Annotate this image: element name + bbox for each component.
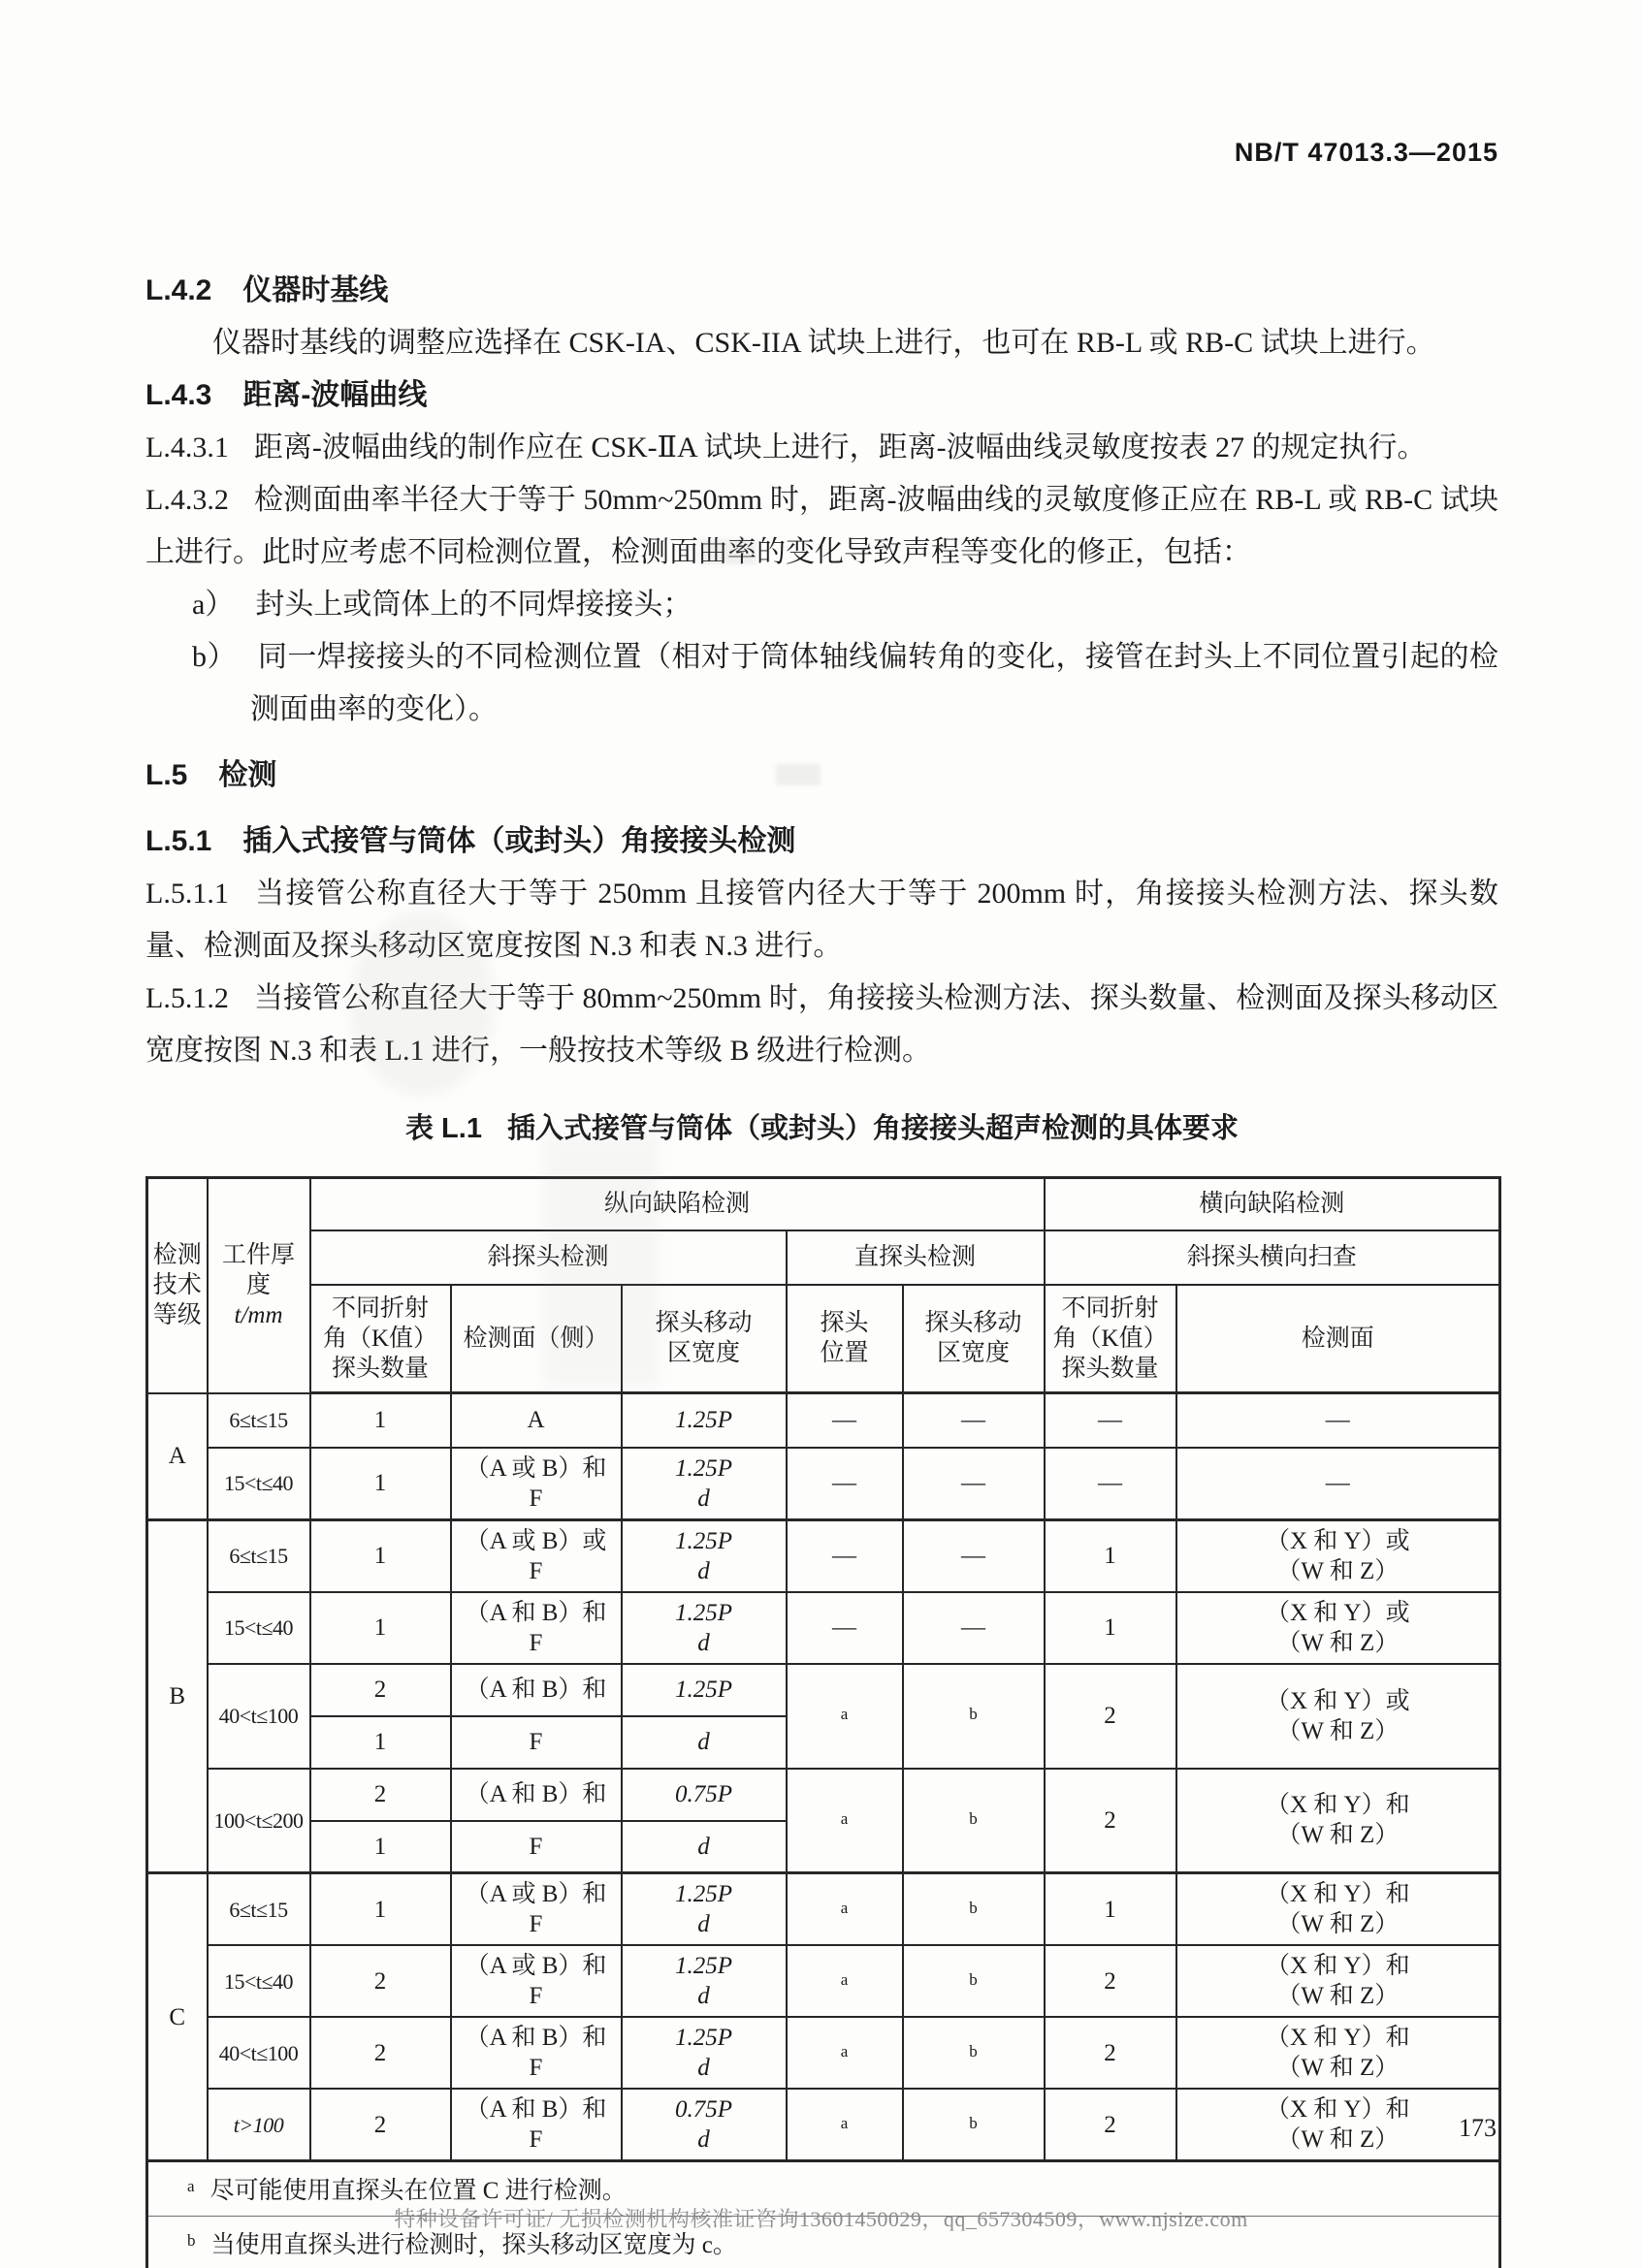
table-row xyxy=(147,1873,1500,1946)
cell-move-width xyxy=(622,1945,787,2017)
cell-transverse-face: — xyxy=(1176,1393,1500,1448)
cell-probe-position xyxy=(787,1945,903,2017)
header-line: t/mm xyxy=(234,1302,283,1329)
cell-thickness: 40<t≤100 xyxy=(208,2017,310,2089)
table-row xyxy=(147,1519,1500,1592)
cell-move-width: 0.75P xyxy=(622,1769,787,1821)
cell-move-width xyxy=(622,2017,787,2089)
header-line: 探头移动 xyxy=(924,1310,1022,1337)
cell-line: 1.25P xyxy=(674,1881,733,1907)
cell-move-width xyxy=(622,1592,787,1664)
cell-line: d xyxy=(697,1485,710,1512)
clause-title: 仪器时基线 xyxy=(242,274,389,306)
cell-line: F xyxy=(529,2055,543,2081)
header-line: 探头移动 xyxy=(655,1310,753,1337)
col-header-straight-probe: 直探头检测 xyxy=(787,1230,1045,1285)
cell-line: 1.25P xyxy=(674,2025,733,2051)
table-number: 表 L.1 xyxy=(405,1113,482,1144)
col-header-longitudinal: 纵向缺陷检测 xyxy=(310,1178,1045,1230)
cell-thickness: 6≤t≤15 xyxy=(208,1519,310,1592)
cell-probe-position: — xyxy=(787,1448,903,1520)
cell-transverse-face xyxy=(1176,1769,1500,1873)
cell-test-face: （A 和 B）和 xyxy=(451,1664,622,1716)
table-row xyxy=(147,1769,1500,1821)
cell-line: （W 和 Z） xyxy=(1276,2126,1400,2153)
cell-probe-count: 2 xyxy=(310,2089,451,2161)
cell-line: （X 和 Y）或 xyxy=(1266,1527,1410,1554)
header-line: 工件厚度 xyxy=(221,1242,295,1299)
cell-transverse-face xyxy=(1176,1945,1500,2017)
col-header-transverse: 横向缺陷检测 xyxy=(1045,1178,1500,1230)
footnote-ref-a: a xyxy=(840,2113,849,2132)
cell-line: d xyxy=(697,1629,710,1656)
cell-test-face: F xyxy=(451,1821,622,1873)
cell-straight-move-width: — xyxy=(903,1592,1045,1664)
header-line: 区宽度 xyxy=(937,1340,1011,1367)
cell-move-width: d xyxy=(622,1821,787,1873)
header-line: 探头数量 xyxy=(1061,1355,1159,1382)
cell-transverse-face xyxy=(1176,1873,1500,1946)
cell-probe-position: — xyxy=(787,1393,903,1448)
cell-line: （X 和 Y）和 xyxy=(1266,1881,1410,1907)
footnote-mark-b: b xyxy=(187,2231,196,2250)
clause-text: 当接管公称直径大于等于 80mm~250mm 时，角接接头检测方法、探头数量、检测面及探头移动区宽度按图 N.3 和表 L.1 进行，一般按技术等级 B 级进行检测。 xyxy=(145,982,1498,1067)
cell-probe-position xyxy=(787,1664,903,1769)
cell-transverse-count: — xyxy=(1045,1393,1176,1448)
cell-move-width: d xyxy=(622,1716,787,1769)
cell-move-width xyxy=(622,1873,787,1946)
footnote-text-a: 尽可能使用直探头在位置 C 进行检测。 xyxy=(209,2178,627,2204)
cell-straight-move-width xyxy=(903,2089,1045,2161)
clause-title: 检测 xyxy=(218,759,277,791)
col-header-transverse-k-count xyxy=(1045,1285,1176,1393)
header-line: 探头 xyxy=(820,1310,869,1337)
cell-line: （A 和 B）和 xyxy=(465,1599,607,1626)
cell-probe-position xyxy=(787,1873,903,1946)
cell-straight-move-width xyxy=(903,1873,1045,1946)
cell-line: （W 和 Z） xyxy=(1276,1717,1400,1744)
cell-line: （W 和 Z） xyxy=(1276,1822,1400,1849)
paragraph-l511 xyxy=(145,868,1498,973)
cell-probe-position: — xyxy=(787,1519,903,1592)
cell-line: （A 和 B）和 xyxy=(465,2025,607,2051)
cell-probe-count: 2 xyxy=(310,1769,451,1821)
cell-line: d xyxy=(697,2055,710,2081)
cell-line: 0.75P xyxy=(674,2096,733,2123)
cell-move-width xyxy=(622,2089,787,2161)
cell-transverse-count: 2 xyxy=(1045,1664,1176,1769)
cell-move-width xyxy=(622,1519,787,1592)
header-line: 区宽度 xyxy=(666,1340,740,1367)
cell-transverse-face xyxy=(1176,1519,1500,1592)
body-text xyxy=(145,265,1498,2268)
cell-line: 1.25P xyxy=(674,1454,733,1482)
cell-line: （X 和 Y）和 xyxy=(1266,1953,1410,1979)
cell-test-face xyxy=(451,2089,622,2161)
clause-number: L.5 xyxy=(145,759,188,791)
list-item-b xyxy=(145,631,1498,736)
header-line: 角（K值） xyxy=(322,1325,438,1352)
cell-line: F xyxy=(529,1629,543,1656)
cell-line: （X 和 Y）和 xyxy=(1266,1792,1410,1819)
col-header-probe-position xyxy=(787,1285,903,1393)
cell-probe-count: 1 xyxy=(310,1716,451,1769)
page-number: 173 xyxy=(1459,2114,1497,2142)
cell-straight-move-width: — xyxy=(903,1519,1045,1592)
cell-thickness: 15<t≤40 xyxy=(208,1592,310,1664)
cell-line: （A 或 B）或 xyxy=(465,1527,607,1554)
cell-probe-count: 1 xyxy=(310,1592,451,1664)
cell-tech-level: C xyxy=(147,1873,208,2161)
col-header-move-width xyxy=(622,1285,787,1393)
cell-line: 1.25P xyxy=(674,1953,733,1979)
table-row xyxy=(147,2089,1500,2161)
cell-transverse-count: — xyxy=(1045,1448,1176,1520)
table-l1 xyxy=(145,1176,1501,2268)
cell-line: （W 和 Z） xyxy=(1276,1629,1400,1656)
cell-move-width xyxy=(622,1448,787,1520)
cell-line: （A 和 B）和 xyxy=(465,2096,607,2123)
clause-text: 当接管公称直径大于等于 250mm 且接管内径大于等于 200mm 时，角接接头检测方法、探头数量、检测面及探头移动区宽度按图 N.3 和表 N.3 进行。 xyxy=(145,878,1498,962)
cell-line: F xyxy=(529,1983,543,2009)
cell-thickness: 15<t≤40 xyxy=(208,1448,310,1520)
cell-test-face xyxy=(451,1945,622,2017)
cell-probe-count: 1 xyxy=(310,1873,451,1946)
cell-transverse-count: 2 xyxy=(1045,1945,1176,2017)
header-line: 不同折射 xyxy=(331,1294,429,1322)
cell-probe-count: 1 xyxy=(310,1821,451,1873)
cell-probe-position xyxy=(787,1769,903,1873)
cell-line: （X 和 Y）或 xyxy=(1266,1687,1410,1714)
footnote-mark-a: a xyxy=(187,2177,195,2195)
cell-probe-count: 1 xyxy=(310,1519,451,1592)
clause-title: 距离-波幅曲线 xyxy=(242,379,428,411)
item-label: a） xyxy=(192,589,235,621)
cell-test-face xyxy=(451,1448,622,1520)
clause-number: L.4.3.2 xyxy=(145,484,229,516)
table-row xyxy=(147,1945,1500,2017)
cell-straight-move-width xyxy=(903,2017,1045,2089)
footnote-ref-a: a xyxy=(840,1705,849,1723)
cell-probe-position xyxy=(787,2089,903,2161)
footnote-ref-b: b xyxy=(969,1808,978,1828)
header-line: 角（K值） xyxy=(1052,1325,1168,1352)
cell-thickness: 100<t≤200 xyxy=(208,1769,310,1873)
cell-straight-move-width xyxy=(903,1769,1045,1873)
heading-l5 xyxy=(145,750,1498,802)
cell-line: d xyxy=(697,1557,710,1584)
footnote-text-b: 当使用直探头进行检测时，探头移动区宽度为 c。 xyxy=(210,2232,737,2258)
clause-number: L.4.3 xyxy=(145,379,212,411)
col-header-face-side: 检测面（侧） xyxy=(451,1285,622,1393)
clause-number: L.5.1 xyxy=(145,825,212,857)
cell-thickness: t>100 xyxy=(208,2089,310,2161)
cell-probe-count: 2 xyxy=(310,1945,451,2017)
cell-probe-count: 2 xyxy=(310,2017,451,2089)
cell-line: 1.25P xyxy=(674,1599,733,1626)
cell-line: （X 和 Y）或 xyxy=(1266,1599,1410,1626)
col-header-tech-level: 检测技术等级 xyxy=(147,1178,208,1393)
item-text: 同一焊接接头的不同检测位置（相对于筒体轴线偏转角的变化，接管在封头上不同位置引起的检测面曲率的变化）。 xyxy=(250,641,1499,725)
cell-probe-position xyxy=(787,2017,903,2089)
cell-thickness: 6≤t≤15 xyxy=(208,1393,310,1448)
col-header-thickness xyxy=(208,1178,310,1393)
clause-number: L.4.2 xyxy=(145,274,212,306)
cell-thickness: 15<t≤40 xyxy=(208,1945,310,2017)
cell-thickness: 40<t≤100 xyxy=(208,1664,310,1769)
cell-line: （A 或 B）和 xyxy=(465,1953,607,1979)
cell-line: （X 和 Y）和 xyxy=(1266,2025,1410,2051)
clause-text: 检测面曲率半径大于等于 50mm~250mm 时，距离-波幅曲线的灵敏度修正应在 RB-L 或 RB-C 试块上进行。此时应考虑不同检测位置，检测面曲率的变化导致声程等变化的修正，包括： xyxy=(145,484,1498,568)
cell-move-width: 1.25P xyxy=(622,1393,787,1448)
paragraph-l432 xyxy=(145,474,1498,579)
footnote-ref-b: b xyxy=(969,1969,978,1989)
item-label: b） xyxy=(192,641,237,673)
cell-line: （W 和 Z） xyxy=(1276,2055,1400,2081)
footnote-ref-a: a xyxy=(840,2041,849,2060)
paragraph-l42: 仪器时基线的调整应选择在 CSK-IA、CSK-IIA 试块上进行，也可在 RB-L 或 RB-C 试块上进行。 xyxy=(212,327,1435,359)
cell-line: （W 和 Z） xyxy=(1276,1911,1400,1937)
cell-line: （A 或 B）和 xyxy=(465,1881,607,1907)
cell-transverse-face: — xyxy=(1176,1448,1500,1520)
cell-transverse-face xyxy=(1176,1592,1500,1664)
header-line: 位置 xyxy=(820,1340,869,1367)
clause-text: 距离-波幅曲线的制作应在 CSK-ⅡA 试块上进行，距离-波幅曲线灵敏度按表 27 的规定执行。 xyxy=(253,431,1427,463)
heading-l42 xyxy=(145,265,1498,317)
cell-thickness: 6≤t≤15 xyxy=(208,1873,310,1946)
cell-line: F xyxy=(529,1911,543,1937)
cell-transverse-count: 2 xyxy=(1045,1769,1176,1873)
cell-probe-count: 1 xyxy=(310,1393,451,1448)
col-header-straight-move-width xyxy=(903,1285,1045,1393)
cell-test-face xyxy=(451,1873,622,1946)
col-header-transverse-face: 检测面 xyxy=(1176,1285,1500,1393)
footnote-ref-b: b xyxy=(969,1705,978,1723)
cell-transverse-face xyxy=(1176,2017,1500,2089)
clause-number: L.5.1.1 xyxy=(145,878,229,910)
list-item-a xyxy=(145,579,1498,631)
cell-straight-move-width: — xyxy=(903,1448,1045,1520)
cell-test-face: F xyxy=(451,1716,622,1769)
clause-title: 插入式接管与筒体（或封头）角接接头检测 xyxy=(242,825,796,857)
clause-number: L.5.1.2 xyxy=(145,982,229,1014)
table-row xyxy=(147,1448,1500,1520)
cell-straight-move-width xyxy=(903,1664,1045,1769)
cell-move-width: 1.25P xyxy=(622,1664,787,1716)
col-header-k-count xyxy=(310,1285,451,1393)
cell-test-face xyxy=(451,2017,622,2089)
header-line: 探头数量 xyxy=(331,1355,429,1382)
cell-line: d xyxy=(697,1983,710,2009)
footnote-ref-b: b xyxy=(969,2041,978,2060)
cell-tech-level: A xyxy=(147,1393,208,1520)
item-text: 封头上或筒体上的不同焊接接头； xyxy=(255,589,692,621)
cell-line: （W 和 Z） xyxy=(1276,1983,1400,2009)
cell-straight-move-width: — xyxy=(903,1393,1045,1448)
document-number: NB/T 47013.3—2015 xyxy=(1234,138,1498,167)
table-row xyxy=(147,2017,1500,2089)
cell-line: （W 和 Z） xyxy=(1276,1557,1400,1584)
table-row xyxy=(147,1393,1500,1448)
col-header-angle-probe: 斜探头检测 xyxy=(310,1230,787,1285)
col-header-transverse-scan: 斜探头横向扫查 xyxy=(1045,1230,1500,1285)
cell-tech-level: B xyxy=(147,1519,208,1873)
cell-line: F xyxy=(529,1557,543,1584)
footnote-ref-b: b xyxy=(969,2113,978,2132)
footnote-ref-b: b xyxy=(969,1898,978,1917)
cell-test-face: A xyxy=(451,1393,622,1448)
cell-line: （A 或 B）和 xyxy=(465,1454,607,1482)
table-title xyxy=(145,1102,1498,1155)
heading-l43 xyxy=(145,369,1498,422)
cell-line: 1.25P xyxy=(674,1527,733,1554)
footnote-ref-a: a xyxy=(840,1969,849,1989)
cell-transverse-face xyxy=(1176,2089,1500,2161)
header-line: 不同折射 xyxy=(1061,1294,1159,1322)
cell-transverse-count: 1 xyxy=(1045,1592,1176,1664)
footnote-ref-a: a xyxy=(840,1898,849,1917)
cell-line: d xyxy=(697,2126,710,2153)
table-title-text: 插入式接管与筒体（或封头）角接接头超声检测的具体要求 xyxy=(506,1113,1239,1144)
clause-number: L.4.3.1 xyxy=(145,431,229,463)
paragraph-l431 xyxy=(145,422,1498,474)
cell-probe-position: — xyxy=(787,1592,903,1664)
cell-test-face xyxy=(451,1592,622,1664)
cell-probe-count: 2 xyxy=(310,1664,451,1716)
cell-transverse-count: 1 xyxy=(1045,1873,1176,1946)
cell-line: F xyxy=(529,2126,543,2153)
cell-test-face xyxy=(451,1519,622,1592)
cell-line: F xyxy=(529,1485,543,1512)
cell-test-face: （A 和 B）和 xyxy=(451,1769,622,1821)
footnote-ref-a: a xyxy=(840,1808,849,1828)
cell-transverse-count: 2 xyxy=(1045,2017,1176,2089)
cell-transverse-count: 1 xyxy=(1045,1519,1176,1592)
cell-transverse-count: 2 xyxy=(1045,2089,1176,2161)
heading-l51 xyxy=(145,815,1498,868)
footer-watermark-text: 特种设备许可证/ 无损检测机构核准证咨询13601450029，qq_657304509，www.njsize.com xyxy=(394,2207,1248,2231)
table-row xyxy=(147,1592,1500,1664)
cell-straight-move-width xyxy=(903,1945,1045,2017)
cell-line: （X 和 Y）和 xyxy=(1266,2096,1410,2123)
cell-transverse-face xyxy=(1176,1664,1500,1769)
paragraph-l512 xyxy=(145,973,1498,1077)
table-row xyxy=(147,1664,1500,1716)
cell-line: d xyxy=(697,1911,710,1937)
cell-probe-count: 1 xyxy=(310,1448,451,1520)
